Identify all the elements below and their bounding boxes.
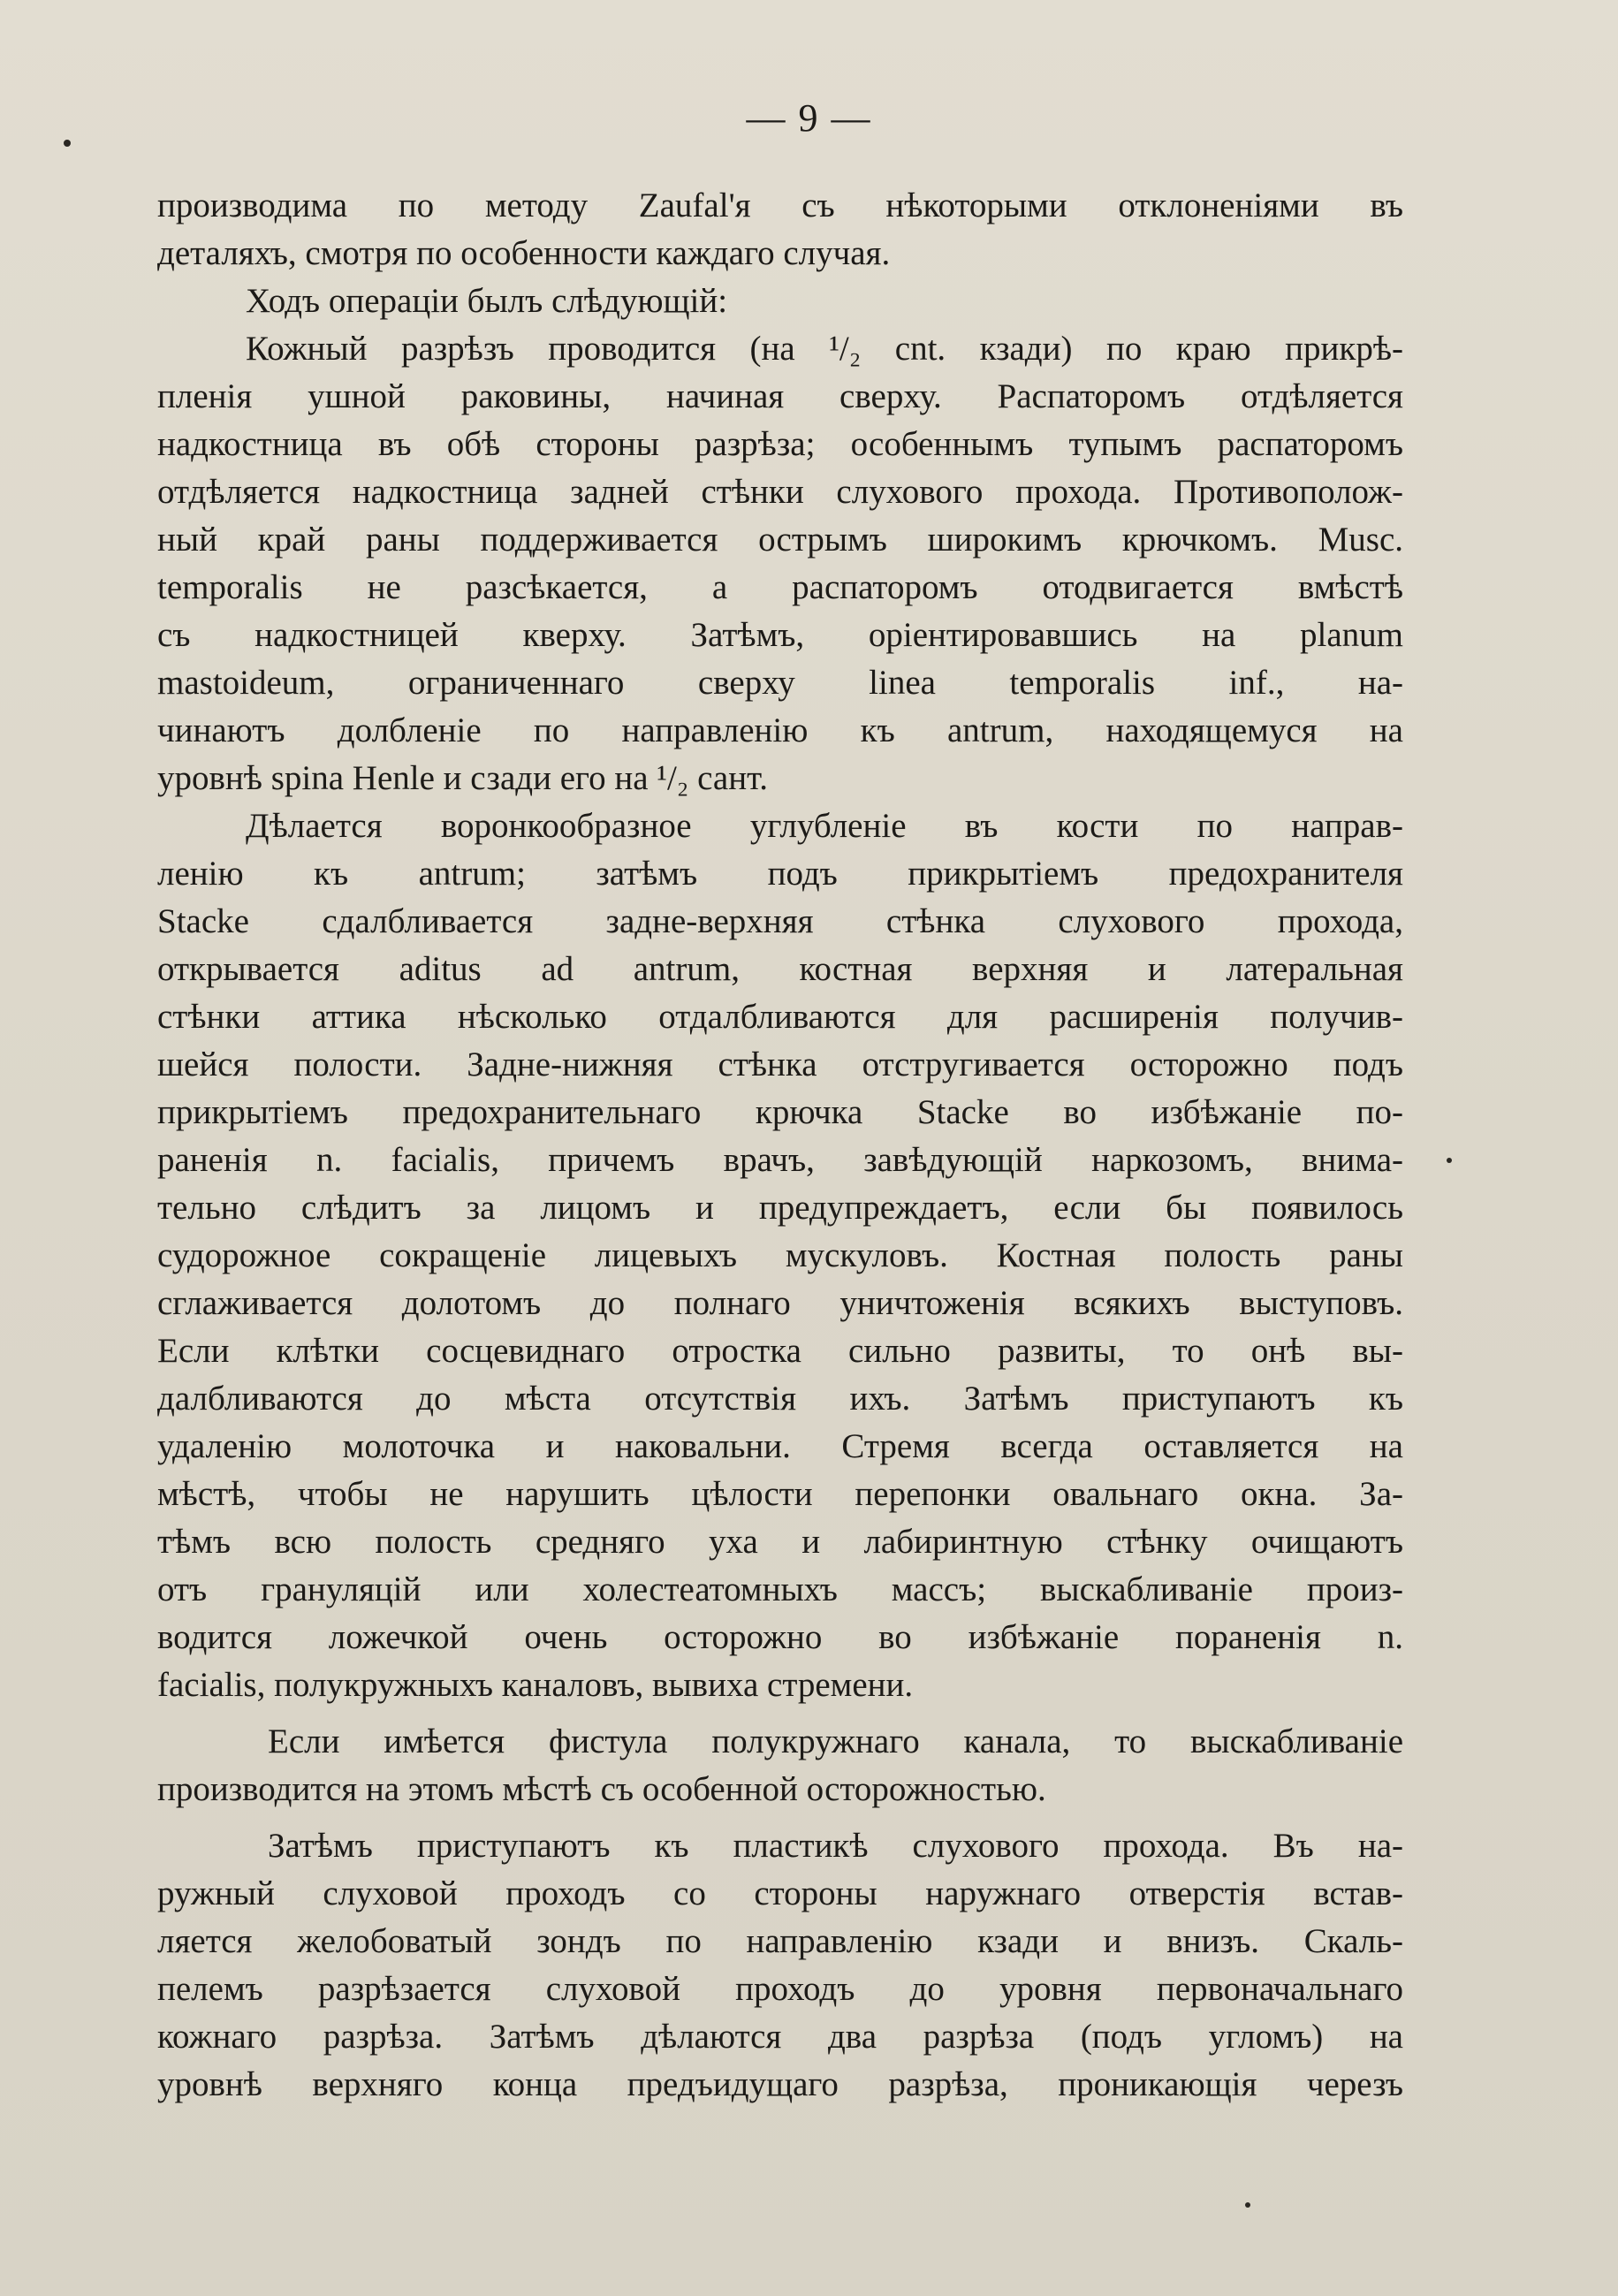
- text-line: стѣнки аттика нѣсколько отдалбливаются для расширенія получив-: [157, 998, 1403, 1036]
- text-line: Дѣлается воронкообразное углубленіе въ кости по направ-: [246, 807, 1403, 845]
- text-line: Если клѣтки сосцевиднаго отростка сильно развиты, то онѣ вы-: [157, 1332, 1403, 1370]
- text-line: сглаживается долотомъ до полнаго уничтоженія всякихъ выступовъ.: [157, 1284, 1403, 1322]
- text-line: кожнаго разрѣза. Затѣмъ дѣлаются два разрѣза (подъ угломъ) на: [157, 2018, 1403, 2056]
- text-line: отъ грануляцій или холестеатомныхъ массъ; выскабливаніе произ-: [157, 1570, 1403, 1608]
- text-line: пелемъ разрѣзается слуховой проходъ до уровня первоначальнаго: [157, 1970, 1403, 2008]
- page-number: — 9 —: [746, 96, 872, 140]
- text-line: водится ложечкой очень осторожно во избѣжаніе пораненія n.: [157, 1618, 1403, 1656]
- ink-speck: [64, 140, 71, 147]
- text-line: шейся полости. Задне-нижняя стѣнка отстругивается осторожно подъ: [157, 1045, 1403, 1083]
- text-line: Stacke сдалбливается задне-верхняя стѣнка слухового прохода,: [157, 902, 1403, 940]
- text-line: Затѣмъ приступаютъ къ пластикѣ слухового прохода. Въ на-: [268, 1827, 1403, 1865]
- text-line: далбливаются до мѣста отсутствія ихъ. Затѣмъ приступаютъ къ: [157, 1380, 1403, 1418]
- text-line: ружный слуховой проходъ со стороны наружнаго отверстія встав-: [157, 1874, 1403, 1912]
- ink-speck: [1447, 1158, 1452, 1163]
- text-line: тельно слѣдитъ за лицомъ и предупреждаетъ, если бы появилось: [157, 1189, 1403, 1227]
- text-line: Ходъ операціи былъ слѣдующій:: [246, 282, 728, 320]
- text-line: Кожный разрѣзъ проводится (на ¹/₂ cnt. кзади) по краю прикрѣ-: [246, 330, 1403, 368]
- text-line: facialis, полукружныхъ каналовъ, вывиха стремени.: [157, 1666, 914, 1704]
- text-line: раненія n. facialis, причемъ врачъ, завѣдующій наркозомъ, внима-: [157, 1141, 1403, 1179]
- text-line: удаленію молоточка и наковальни. Стремя всегда оставляется на: [157, 1427, 1403, 1465]
- text-line: надкостница въ обѣ стороны разрѣза; особеннымъ тупымъ распаторомъ: [157, 425, 1403, 463]
- text-line: тѣмъ всю полость средняго уха и лабиринтную стѣнку очищаютъ: [157, 1523, 1403, 1561]
- text-line: отдѣляется надкостница задней стѣнки слухового прохода. Противополож-: [157, 473, 1403, 511]
- text-line: ляется желобоватый зондъ по направленію кзади и внизъ. Скаль-: [157, 1922, 1403, 1960]
- text-line: деталяхъ, смотря по особенности каждаго случая.: [157, 234, 891, 272]
- text-line: прикрытіемъ предохранительнаго крючка Stacke во избѣжаніе по-: [157, 1093, 1403, 1131]
- text-line: мѣстѣ, чтобы не нарушить цѣлости перепонки овальнаго окна. За-: [157, 1475, 1403, 1513]
- text-line: судорожное сокращеніе лицевыхъ мускуловъ. Костная полость раны: [157, 1236, 1403, 1274]
- text-line: чинаютъ долбленіе по направленію къ antrum, находящемуся на: [157, 711, 1403, 749]
- text-line: temporalis не разсѣкается, а распаторомъ отодвигается вмѣстѣ: [157, 568, 1403, 606]
- ink-speck: [1245, 2202, 1250, 2208]
- text-line: пленія ушной раковины, начиная сверху. Распаторомъ отдѣляется: [157, 377, 1403, 415]
- text-line: ный край раны поддерживается острымъ широкимъ крючкомъ. Musc.: [157, 521, 1403, 559]
- text-line: уровнѣ spina Henle и сзади его на ¹/₂ сант.: [157, 759, 768, 797]
- text-line: производима по методу Zaufal'я съ нѣкоторыми отклоненіями въ: [157, 186, 1403, 224]
- text-line: уровнѣ верхняго конца предъидущаго разрѣза, проникающія черезъ: [157, 2065, 1403, 2103]
- text-line: съ надкостницей кверху. Затѣмъ, оріентировавшись на planum: [157, 616, 1403, 654]
- body-text: [157, 182, 1403, 2109]
- text-line: Если имѣется фистула полукружнаго канала, то выскабливаніе: [268, 1722, 1403, 1760]
- text-line: производится на этомъ мѣстѣ съ особенной осторожностью.: [157, 1770, 1046, 1808]
- text-line: открывается aditus ad antrum, костная верхняя и латеральная: [157, 950, 1403, 988]
- text-line: ленію къ antrum; затѣмъ подъ прикрытіемъ предохранителя: [157, 855, 1403, 893]
- text-line: mastoideum, ограниченнаго сверху linea temporalis inf., на-: [157, 664, 1403, 702]
